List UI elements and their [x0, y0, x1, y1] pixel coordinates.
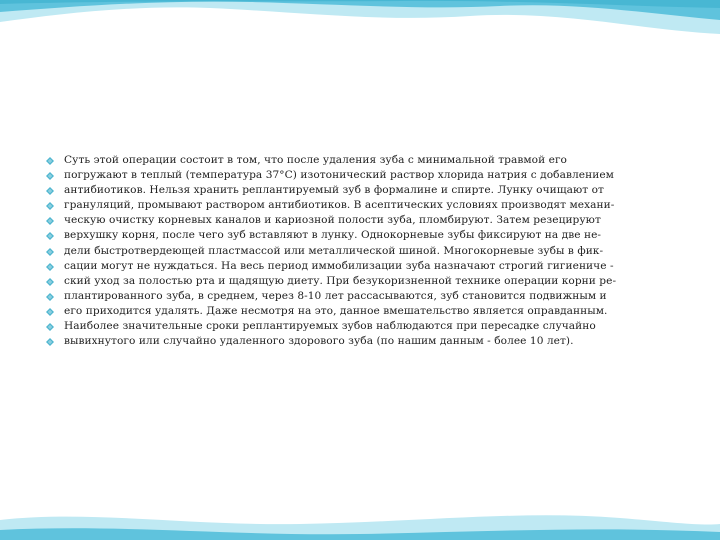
- list-item: [44, 184, 684, 198]
- teal-diamond-bullet-icon: [46, 278, 54, 286]
- teal-diamond-bullet-icon: [46, 248, 54, 256]
- teal-diamond-bullet-icon: [46, 263, 54, 271]
- list-item: [44, 320, 684, 334]
- list-item: [44, 245, 684, 259]
- list-item: [44, 199, 684, 213]
- list-item: [44, 260, 684, 274]
- teal-diamond-bullet-icon: [46, 232, 54, 240]
- list-item-text: его приходится удалять. Даже несмотря на это, данное вмешательство является оправданным.: [64, 304, 608, 317]
- body-text-block: [44, 154, 684, 350]
- list-item-text: сации могут не нуждаться. На весь период иммобилизации зуба назначают строгий гигиениче -: [64, 259, 614, 272]
- list-item: [44, 229, 684, 243]
- teal-diamond-bullet-icon: [46, 157, 54, 165]
- teal-diamond-bullet-icon: [46, 323, 54, 331]
- bottom-wave-decoration: [0, 480, 720, 540]
- list-item-text: погружают в теплый (температура 37°С) изотонический раствор хлорида натрия с добавлением: [64, 169, 614, 182]
- list-item: [44, 305, 684, 319]
- teal-diamond-bullet-icon: [46, 308, 54, 316]
- list-item-text: антибиотиков. Нельзя хранить реплантируемый зуб в формалине и спирте. Лунку очищают от: [64, 184, 604, 197]
- list-item: [44, 214, 684, 228]
- list-item-text: плантированного зуба, в среднем, через 8-10 лет рассасываются, зуб становится подвижным и: [64, 289, 607, 302]
- list-item: [44, 169, 684, 183]
- list-item-text: вывихнутого или случайно удаленного здорового зуба (по нашим данным - более 10 лет).: [64, 335, 574, 348]
- list-item: [44, 275, 684, 289]
- list-item: [44, 290, 684, 304]
- teal-diamond-bullet-icon: [46, 293, 54, 301]
- list-item: [44, 335, 684, 349]
- list-item: [44, 154, 684, 168]
- list-item-text: ческую очистку корневых каналов и кариозной полости зуба, пломбируют. Затем резецируют: [64, 214, 601, 227]
- teal-diamond-bullet-icon: [46, 172, 54, 180]
- list-item-text: дели быстротвердеющей пластмассой или металлической шиной. Многокорневые зубы в фик-: [64, 244, 604, 257]
- list-item-text: верхушку корня, после чего зуб вставляют в лунку. Однокорневые зубы фиксируют на две не-: [64, 229, 602, 242]
- list-item-text: Наиболее значительные сроки реплантируемых зубов наблюдаются при пересадке случайно: [64, 320, 596, 333]
- bullet-list: [44, 154, 684, 349]
- top-wave-decoration: [0, 0, 720, 80]
- list-item-text: грануляций, промывают раствором антибиотиков. В асептических условиях производят механи-: [64, 199, 615, 212]
- list-item-text: Суть этой операции состоит в том, что после удаления зуба с минимальной травмой его: [64, 154, 567, 166]
- teal-diamond-bullet-icon: [46, 338, 54, 346]
- list-item-text: ский уход за полостью рта и щадящую диету. При безукоризненной технике операции корни ре-: [64, 274, 617, 287]
- teal-diamond-bullet-icon: [46, 217, 54, 225]
- teal-diamond-bullet-icon: [46, 187, 54, 195]
- teal-diamond-bullet-icon: [46, 202, 54, 210]
